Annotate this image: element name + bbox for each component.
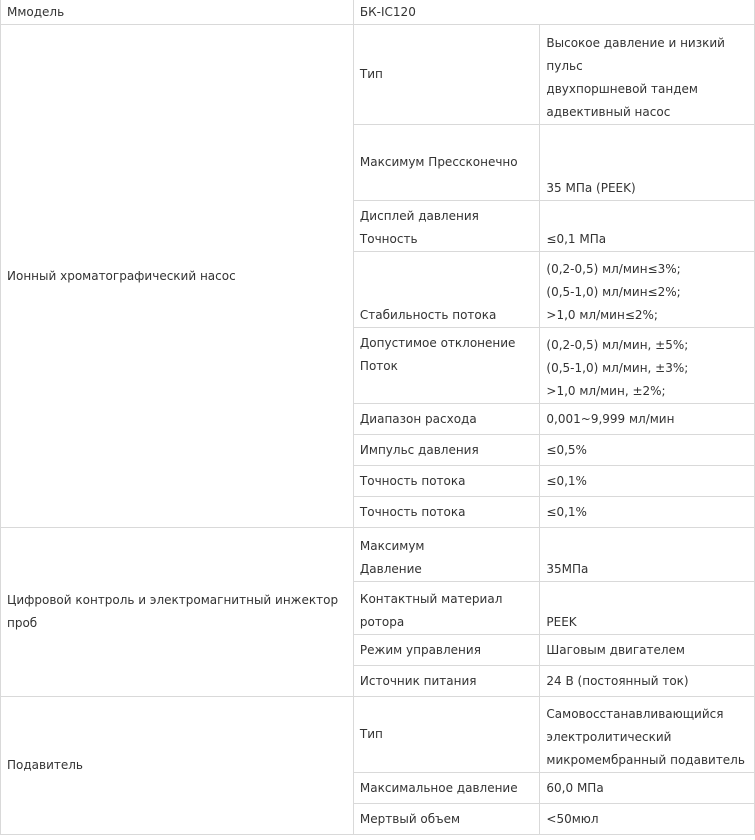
param-value: PEEK xyxy=(540,582,755,635)
param-label: Мертвый объем xyxy=(353,804,539,835)
model-label: Ммодель xyxy=(1,0,354,25)
param-label: Тип xyxy=(353,697,539,773)
param-value: 60,0 МПа xyxy=(540,773,755,804)
param-label: Тип xyxy=(353,25,539,125)
param-value: <50мюл xyxy=(540,804,755,835)
section-name-suppressor: Подавитель xyxy=(1,697,354,835)
section-name-injector: Цифровой контроль и электромагнитный инжектор проб xyxy=(1,528,354,697)
param-value: 24 В (постоянный ток) xyxy=(540,666,755,697)
param-label: Максимум Прессконечно xyxy=(353,125,539,201)
param-label: Контактный материал ротора xyxy=(353,582,539,635)
param-label: Точность потока xyxy=(353,466,539,497)
param-value: ≤0,1% xyxy=(540,497,755,528)
param-value: 35МПа xyxy=(540,528,755,582)
table-row-model xyxy=(1,0,755,25)
param-label: Источник питания xyxy=(353,666,539,697)
param-label: Максимум Давление xyxy=(353,528,539,582)
section-name-pump: Ионный хроматографический насос xyxy=(1,25,354,528)
table-row xyxy=(1,697,755,773)
param-label: Режим управления xyxy=(353,635,539,666)
model-value: БК-IC120 xyxy=(353,0,754,25)
param-value: Самовосстанавливающийся электролитический микромембранный подавитель xyxy=(540,697,755,773)
param-value: 0,001~9,999 мл/мин xyxy=(540,404,755,435)
param-value: (0,2-0,5) мл/мин≤3%; (0,5-1,0) мл/мин≤2%; >1,0 мл/мин≤2%; xyxy=(540,252,755,328)
param-label: Допустимое отклонение Поток xyxy=(353,328,539,404)
param-value: ≤0,5% xyxy=(540,435,755,466)
param-label: Диапазон расхода xyxy=(353,404,539,435)
param-label: Дисплей давления Точность xyxy=(353,201,539,252)
param-value: ≤0,1 МПа xyxy=(540,201,755,252)
table-row xyxy=(1,25,755,125)
param-value: Шаговым двигателем xyxy=(540,635,755,666)
table-row xyxy=(1,528,755,582)
param-value: Высокое давление и низкий пульс двухпоршневой тандем адвективный насос xyxy=(540,25,755,125)
param-value: ≤0,1% xyxy=(540,466,755,497)
param-label: Стабильность потока xyxy=(353,252,539,328)
param-label: Максимальное давление xyxy=(353,773,539,804)
param-value: (0,2-0,5) мл/мин, ±5%; (0,5-1,0) мл/мин, ±3%; >1,0 мл/мин, ±2%; xyxy=(540,328,755,404)
param-label: Точность потока xyxy=(353,497,539,528)
param-value: 35 МПа (PEEK) xyxy=(540,125,755,201)
param-label: Импульс давления xyxy=(353,435,539,466)
